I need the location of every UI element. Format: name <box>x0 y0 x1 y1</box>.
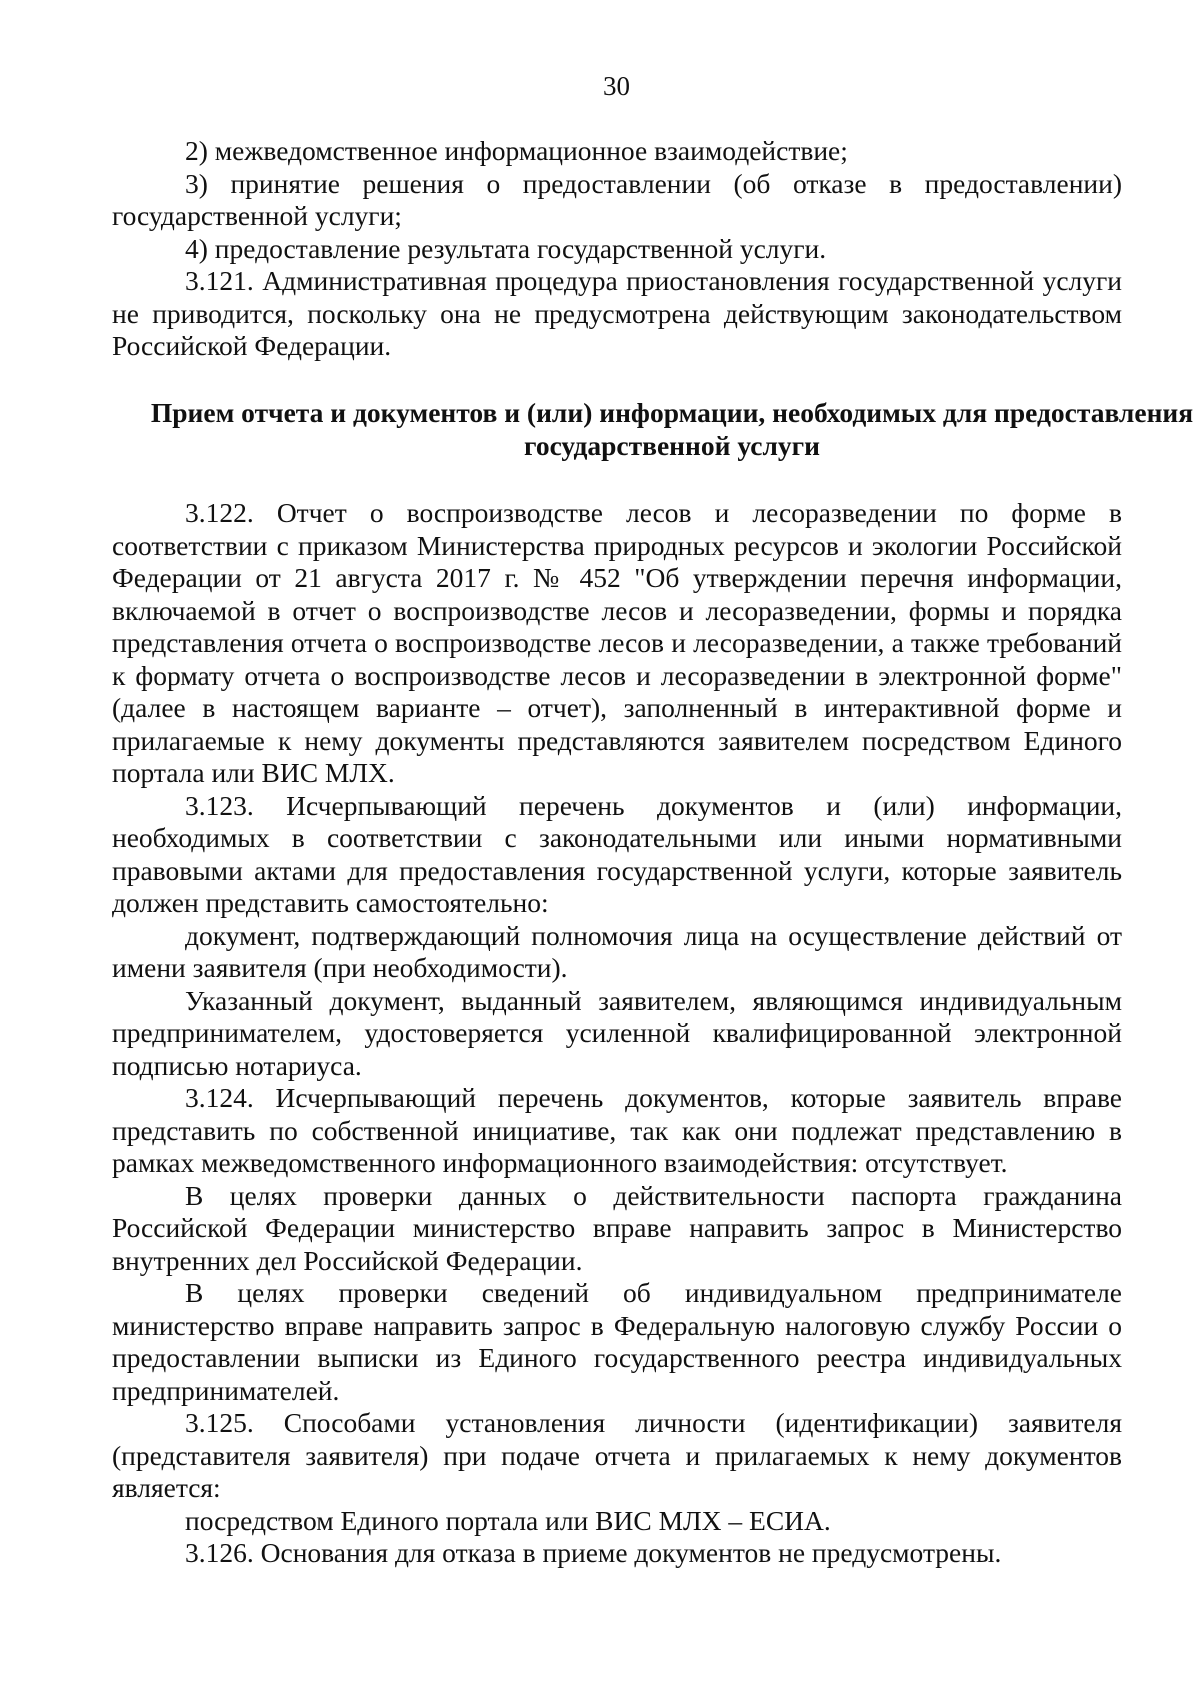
paragraph: 2) межведомственное информационное взаимодействие; <box>185 135 848 166</box>
paragraph: 3.125. Способами установления личности (идентификации) заявителя (представителя заявителя) при подаче отчета и прилагаемых к нему документов является: <box>112 1407 1122 1503</box>
section-heading: Прием отчета и документов и (или) информации, необходимых для предоставления государственной услуги <box>150 397 1194 461</box>
paragraph: посредством Единого портала или ВИС МЛХ – ЕСИА. <box>185 1504 831 1536</box>
paragraph: 3.124. Исчерпывающий перечень документов, которые заявитель вправе представить по собственной инициативе, так как они подлежат представлению в рамках межведомственного информационного взаимодействия: отсутствует. <box>112 1082 1122 1178</box>
section-main <box>112 497 1122 1570</box>
paragraph: документ, подтверждающий полномочия лица на осуществление действий от имени заявителя (при необходимости). <box>112 919 1122 983</box>
paragraph: В целях проверки данных о действительности паспорта гражданина Российской Федерации министерство вправе направить запрос в Министерство внутренних дел Российской Федерации. <box>112 1179 1122 1276</box>
paragraph: 3.122. Отчет о воспроизводстве лесов и лесоразведении по форме в соответствии с приказом Министерства природных ресурсов и экологии Российской Федерации от 21 августа 2017 г. № 452 "Об утверждении перечня информации, включаемой в отчет о воспроизводстве лесов и лесоразведении, формы и порядка представления отчета о воспроизводстве лесов и лесоразведении, а также требований к формату отчета о воспроизводстве лесов и лесоразведении в электронной форме" (далее в настоящем варианте – отчет), заполненный в интерактивной форме и прилагаемые к нему документы представляются заявителем посредством Единого портала или ВИС МЛХ. <box>112 497 1122 788</box>
paragraph: 3.121. Административная процедура приостановления государственной услуги не приводится, поскольку она не предусмотрена действующим законодательством Российской Федерации. <box>112 265 1122 361</box>
section-top <box>112 135 1122 363</box>
paragraph: Указанный документ, выданный заявителем, являющимся индивидуальным предпринимателем, удостоверяется усиленной квалифицированной электронной подписью нотариуса. <box>112 984 1122 1081</box>
paragraph: 4) предоставление результата государственной услуги. <box>185 232 827 264</box>
paragraph: 3.123. Исчерпывающий перечень документов и (или) информации, необходимых в соответствии с законодательными или иными нормативными правовыми актами для предоставления государственной услуги, которые заявитель должен представить самостоятельно: <box>112 789 1122 918</box>
paragraph: 3.126. Основания для отказа в приеме документов не предусмотрены. <box>185 1537 1002 1568</box>
page-number: 30 <box>603 71 630 101</box>
paragraph: 3) принятие решения о предоставлении (об отказе в предоставлении) государственной услуги; <box>112 167 1122 231</box>
paragraph: В целях проверки сведений об индивидуальном предпринимателе министерство вправе направить запрос в Федеральную налоговую службу России о предоставлении выписки из Единого государственного реестра индивидуальных предпринимателей. <box>112 1277 1122 1406</box>
